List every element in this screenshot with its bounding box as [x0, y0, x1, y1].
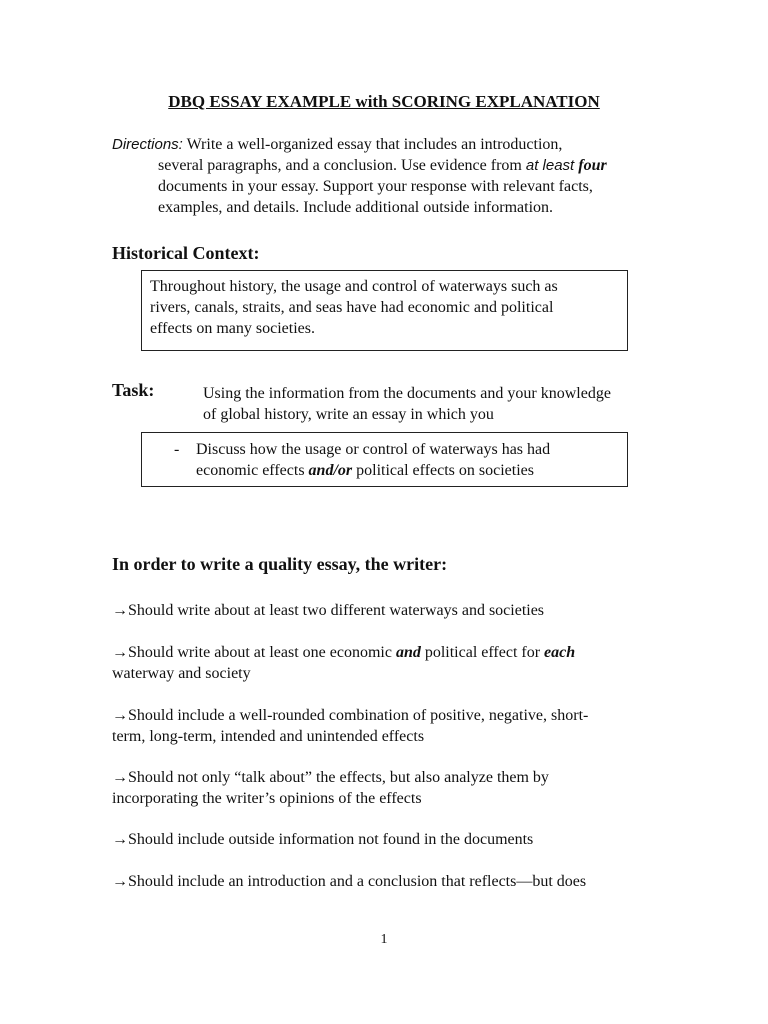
criterion-3	[112, 705, 652, 747]
hc-line3: effects on many societies.	[150, 320, 315, 337]
task-bullet-line2	[196, 460, 616, 481]
task-heading: Task:	[112, 380, 155, 400]
arrow-icon: →	[112, 769, 128, 786]
task-bullet-line2b: political effects on societies	[352, 462, 534, 479]
criterion-1	[112, 600, 652, 621]
criterion-2-text-a: Should write about at least one economic	[128, 644, 396, 661]
criterion-2-line2: waterway and society	[112, 665, 251, 682]
criterion-3-line2: term, long-term, intended and unintended effects	[112, 728, 425, 745]
criterion-1-text: Should write about at least two different waterways and societies	[128, 602, 545, 619]
directions-line3: documents in your essay. Support your response with relevant facts,	[158, 178, 593, 195]
task-bullet-dash: -	[174, 441, 180, 458]
task-box	[141, 432, 628, 487]
arrow-icon: →	[112, 873, 128, 890]
hc-line2: rivers, canals, straits, and seas have had economic and political	[150, 299, 554, 316]
directions-four: four	[578, 157, 607, 174]
criterion-4	[112, 767, 652, 809]
task-text	[203, 383, 663, 425]
task-bullet-line2a: economic effects	[196, 462, 309, 479]
arrow-icon: →	[112, 831, 128, 848]
arrow-icon: →	[112, 644, 128, 661]
task-line1: Using the information from the documents and your knowledge	[203, 385, 611, 402]
directions-line2	[112, 155, 672, 176]
task-line2: of global history, write an essay in which you	[203, 406, 494, 423]
criterion-5-text: Should include outside information not found in the documents	[128, 831, 534, 848]
criterion-2-text-b: political effect for	[420, 644, 545, 661]
task-bullet-line1: Discuss how the usage or control of waterways has had	[196, 441, 551, 458]
criterion-4-text-a: Should not only “talk about” the effects, but also analyze them by	[128, 769, 549, 786]
criterion-3-text-a: Should include a well-rounded combination of positive, negative, short-	[128, 707, 589, 724]
page-title: DBQ ESSAY EXAMPLE with SCORING EXPLANATION	[168, 92, 600, 111]
directions-line2-text: several paragraphs, and a conclusion. Use evidence from	[158, 157, 526, 174]
task-bullet-text	[196, 439, 616, 481]
quality-heading: In order to write a quality essay, the writer:	[112, 554, 448, 574]
task-and-or: and/or	[308, 462, 353, 479]
directions-line1: Write a well-organized essay that includes an introduction,	[186, 136, 563, 153]
historical-context-heading: Historical Context:	[112, 243, 260, 263]
criterion-2-and: and	[395, 644, 421, 661]
directions-block	[112, 134, 672, 218]
hc-line1: Throughout history, the usage and control of waterways such as	[150, 278, 558, 295]
arrow-icon: →	[112, 602, 128, 619]
criterion-4-line2: incorporating the writer’s opinions of the effects	[112, 790, 422, 807]
criterion-6	[112, 871, 652, 892]
directions-at-least: at least	[525, 157, 575, 174]
historical-context-box	[141, 270, 628, 351]
directions-label: Directions:	[112, 136, 183, 153]
criterion-2-each: each	[544, 644, 576, 661]
criterion-2	[112, 642, 652, 684]
criterion-6-text: Should include an introduction and a conclusion that reflects—but does	[128, 873, 587, 890]
criterion-5	[112, 829, 652, 850]
arrow-icon: →	[112, 707, 128, 724]
directions-line4: examples, and details. Include additional outside information.	[158, 199, 554, 216]
page-number: 1	[380, 932, 388, 947]
